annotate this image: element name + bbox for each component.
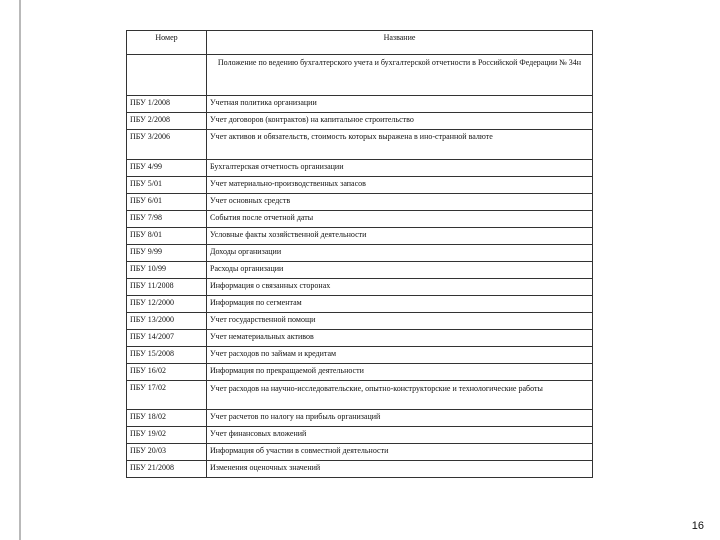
pbu-name: Расходы организации bbox=[207, 262, 593, 279]
pbu-name: Бухгалтерская отчетность организации bbox=[207, 160, 593, 177]
table-row bbox=[127, 410, 593, 427]
pbu-code: ПБУ 12/2000 bbox=[127, 296, 207, 313]
pbu-code: ПБУ 1/2008 bbox=[127, 96, 207, 113]
pbu-code: ПБУ 5/01 bbox=[127, 177, 207, 194]
pbu-name: Учет основных средств bbox=[207, 194, 593, 211]
pbu-standards-table bbox=[126, 30, 593, 478]
column-header-number: Номер bbox=[127, 31, 207, 55]
table-title-row bbox=[127, 55, 593, 96]
pbu-code: ПБУ 18/02 bbox=[127, 410, 207, 427]
pbu-name: Учет нематериальных активов bbox=[207, 330, 593, 347]
table-row bbox=[127, 228, 593, 245]
slide-frame-bracket bbox=[19, 0, 29, 540]
pbu-code: ПБУ 21/2008 bbox=[127, 461, 207, 478]
pbu-code: ПБУ 3/2006 bbox=[127, 130, 207, 160]
pbu-name: Условные факты хозяйственной деятельности bbox=[207, 228, 593, 245]
pbu-code: ПБУ 6/01 bbox=[127, 194, 207, 211]
table-row bbox=[127, 96, 593, 113]
pbu-name: Учет активов и обязательств, стоимость которых выражена в ино-странной валюте bbox=[207, 130, 593, 160]
table-row bbox=[127, 245, 593, 262]
pbu-code: ПБУ 7/98 bbox=[127, 211, 207, 228]
column-header-name: Название bbox=[207, 31, 593, 55]
table-row bbox=[127, 160, 593, 177]
pbu-name: Учет государственной помощи bbox=[207, 313, 593, 330]
table-row bbox=[127, 313, 593, 330]
pbu-name: Учет материально-производственных запасов bbox=[207, 177, 593, 194]
table-row bbox=[127, 461, 593, 478]
pbu-code: ПБУ 13/2000 bbox=[127, 313, 207, 330]
table-row bbox=[127, 211, 593, 228]
pbu-code: ПБУ 8/01 bbox=[127, 228, 207, 245]
pbu-code: ПБУ 16/02 bbox=[127, 364, 207, 381]
table-row bbox=[127, 364, 593, 381]
table-row bbox=[127, 130, 593, 160]
table-row bbox=[127, 444, 593, 461]
pbu-code: ПБУ 9/99 bbox=[127, 245, 207, 262]
pbu-name: Информация о связанных сторонах bbox=[207, 279, 593, 296]
pbu-name: Учет финансовых вложений bbox=[207, 427, 593, 444]
pbu-name: Информация об участии в совместной деятельности bbox=[207, 444, 593, 461]
table-row bbox=[127, 347, 593, 364]
pbu-code: ПБУ 19/02 bbox=[127, 427, 207, 444]
pbu-name: Изменения оценочных значений bbox=[207, 461, 593, 478]
table-row bbox=[127, 427, 593, 444]
pbu-code: ПБУ 2/2008 bbox=[127, 113, 207, 130]
pbu-name: Учет расходов на научно-исследовательские, опытно-конструкторские и технологические работы bbox=[207, 381, 593, 410]
table-row bbox=[127, 177, 593, 194]
table-row bbox=[127, 381, 593, 410]
table-row bbox=[127, 330, 593, 347]
pbu-name: Информация по сегментам bbox=[207, 296, 593, 313]
table-row bbox=[127, 296, 593, 313]
pbu-name: Учет договоров (контрактов) на капитальное строительство bbox=[207, 113, 593, 130]
regulation-title: Положение по ведению бухгалтерского учета и бухгалтерской отчетности в Российской Федерации № 34н bbox=[207, 55, 593, 96]
pbu-code: ПБУ 20/03 bbox=[127, 444, 207, 461]
table-row bbox=[127, 262, 593, 279]
pbu-code: ПБУ 10/99 bbox=[127, 262, 207, 279]
table-row bbox=[127, 113, 593, 130]
pbu-code: ПБУ 14/2007 bbox=[127, 330, 207, 347]
pbu-name: События после отчетной даты bbox=[207, 211, 593, 228]
pbu-code: ПБУ 17/02 bbox=[127, 381, 207, 410]
table-header-row bbox=[127, 31, 593, 55]
pbu-name: Учет расчетов по налогу на прибыль организаций bbox=[207, 410, 593, 427]
pbu-name: Учетная политика организации bbox=[207, 96, 593, 113]
pbu-code: ПБУ 4/99 bbox=[127, 160, 207, 177]
title-row-number-cell bbox=[127, 55, 207, 96]
pbu-name: Учет расходов по займам и кредитам bbox=[207, 347, 593, 364]
table-row bbox=[127, 279, 593, 296]
pbu-code: ПБУ 15/2008 bbox=[127, 347, 207, 364]
pbu-name: Доходы организации bbox=[207, 245, 593, 262]
page-number: 16 bbox=[691, 520, 704, 532]
pbu-name: Информация по прекращаемой деятельности bbox=[207, 364, 593, 381]
pbu-code: ПБУ 11/2008 bbox=[127, 279, 207, 296]
table-row bbox=[127, 194, 593, 211]
